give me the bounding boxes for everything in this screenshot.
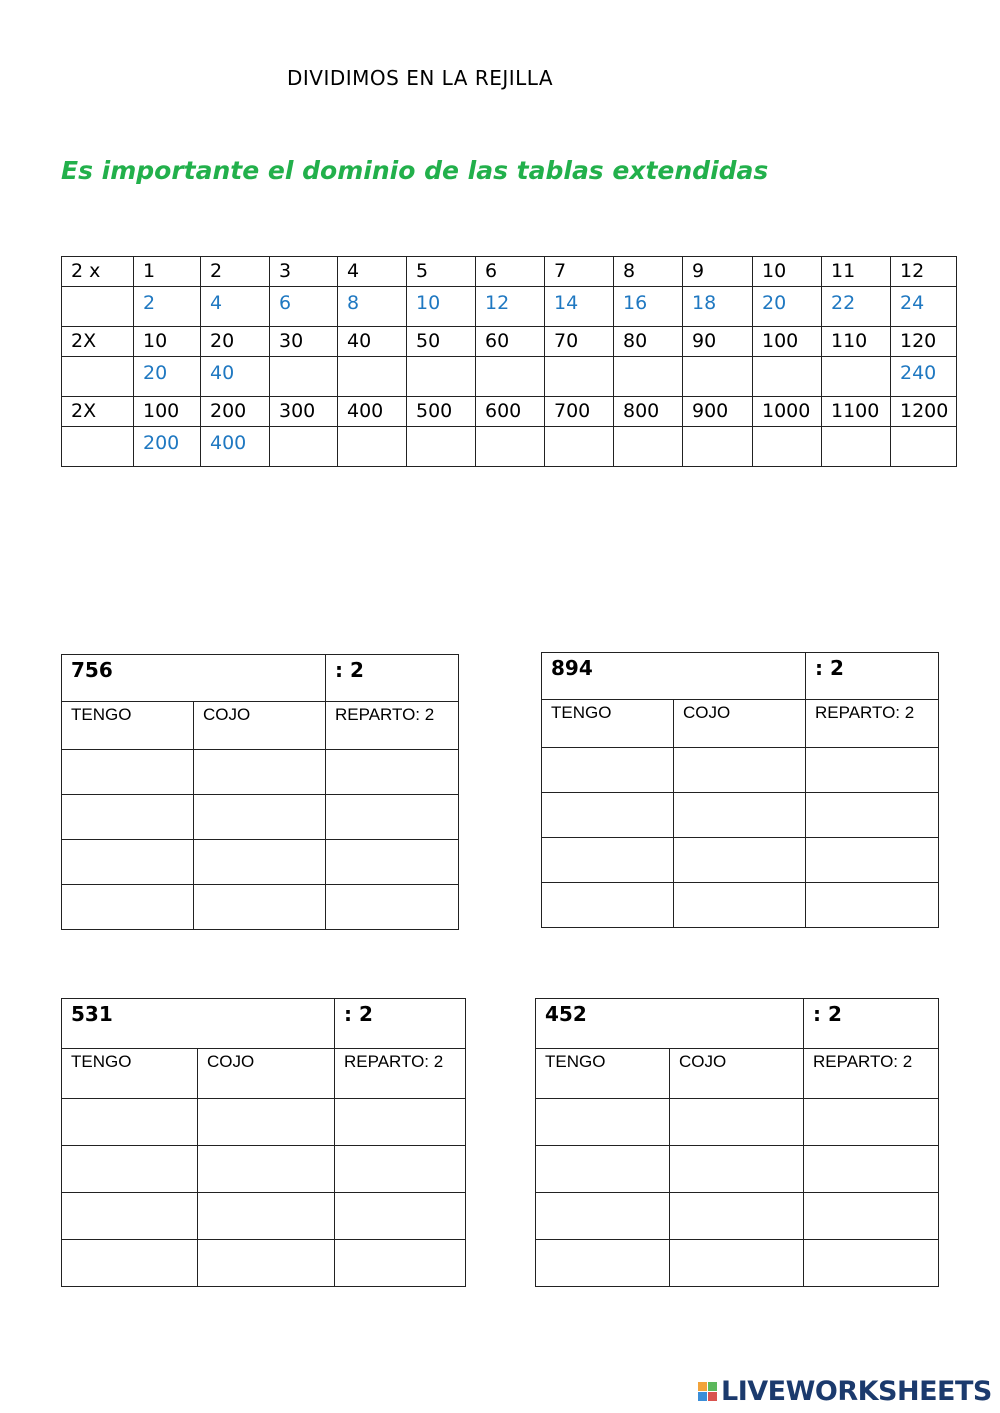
answer-cell[interactable]: [62, 1099, 198, 1146]
product-cell[interactable]: [407, 357, 476, 397]
dividend: 894: [542, 653, 806, 700]
row-label: 2X: [62, 397, 134, 427]
product-cell: 8: [338, 287, 407, 327]
factor-cell: 100: [753, 327, 822, 357]
factor-cell: 4: [338, 257, 407, 287]
factor-cell: 300: [270, 397, 338, 427]
header-reparto: REPARTO: 2: [326, 702, 459, 750]
product-cell: 40: [201, 357, 270, 397]
answer-cell[interactable]: [804, 1146, 939, 1193]
answer-cell[interactable]: [62, 840, 194, 885]
divisor: : 2: [335, 999, 466, 1049]
answer-cell[interactable]: [670, 1146, 804, 1193]
answer-cell[interactable]: [804, 1099, 939, 1146]
divisor: : 2: [804, 999, 939, 1049]
answer-cell[interactable]: [194, 795, 326, 840]
product-cell[interactable]: [891, 427, 957, 467]
answer-cell[interactable]: [335, 1240, 466, 1287]
factor-row: [62, 327, 957, 357]
factor-cell: 600: [476, 397, 545, 427]
factor-cell: 3: [270, 257, 338, 287]
factor-cell: 70: [545, 327, 614, 357]
answer-cell[interactable]: [198, 1099, 335, 1146]
answer-cell[interactable]: [326, 750, 459, 795]
factor-cell: 1100: [822, 397, 891, 427]
factor-cell: 6: [476, 257, 545, 287]
header-reparto: REPARTO: 2: [335, 1049, 466, 1099]
product-cell: 20: [134, 357, 201, 397]
factor-cell: 90: [683, 327, 753, 357]
factor-cell: 900: [683, 397, 753, 427]
answer-cell[interactable]: [542, 793, 674, 838]
factor-cell: 8: [614, 257, 683, 287]
factor-cell: 100: [134, 397, 201, 427]
header-cojo: COJO: [674, 700, 806, 748]
division-grid-452: [535, 998, 939, 1287]
factor-cell: 9: [683, 257, 753, 287]
header-tengo: TENGO: [62, 1049, 198, 1099]
product-cell[interactable]: [545, 357, 614, 397]
product-cell: 240: [891, 357, 957, 397]
product-cell: 200: [134, 427, 201, 467]
product-cell[interactable]: [476, 357, 545, 397]
answer-cell[interactable]: [62, 1193, 198, 1240]
factor-cell: 800: [614, 397, 683, 427]
factor-cell: 50: [407, 327, 476, 357]
factor-cell: 1000: [753, 397, 822, 427]
answer-cell[interactable]: [674, 838, 806, 883]
product-cell[interactable]: [270, 427, 338, 467]
answer-cell[interactable]: [674, 883, 806, 928]
division-grid-894: [541, 652, 939, 928]
answer-cell[interactable]: [806, 748, 939, 793]
row-label: [62, 427, 134, 467]
product-cell[interactable]: [822, 427, 891, 467]
answer-cell[interactable]: [536, 1240, 670, 1287]
row-label: [62, 357, 134, 397]
header-reparto: REPARTO: 2: [806, 700, 939, 748]
product-cell[interactable]: [407, 427, 476, 467]
answer-cell[interactable]: [62, 1146, 198, 1193]
division-grid-531: [61, 998, 466, 1287]
factor-cell: 200: [201, 397, 270, 427]
page-subtitle: Es importante el dominio de las tablas extendidas: [61, 156, 769, 185]
divisor: : 2: [806, 653, 939, 700]
factor-cell: 10: [753, 257, 822, 287]
factor-cell: 700: [545, 397, 614, 427]
product-cell[interactable]: [270, 357, 338, 397]
product-cell: 400: [201, 427, 270, 467]
factor-cell: 10: [134, 327, 201, 357]
row-label: [62, 287, 134, 327]
dividend: 531: [62, 999, 335, 1049]
header-reparto: REPARTO: 2: [804, 1049, 939, 1099]
row-label: 2 x: [62, 257, 134, 287]
product-cell[interactable]: [545, 427, 614, 467]
answer-cell[interactable]: [670, 1240, 804, 1287]
header-cojo: COJO: [194, 702, 326, 750]
answer-cell[interactable]: [542, 883, 674, 928]
answer-cell[interactable]: [536, 1146, 670, 1193]
factor-cell: 7: [545, 257, 614, 287]
factor-cell: 1: [134, 257, 201, 287]
factor-cell: 500: [407, 397, 476, 427]
product-cell[interactable]: [476, 427, 545, 467]
answer-cell[interactable]: [326, 840, 459, 885]
multiplication-table: [61, 256, 957, 467]
dividend: 756: [62, 655, 326, 702]
divisor: : 2: [326, 655, 459, 702]
product-cell: 6: [270, 287, 338, 327]
answer-cell[interactable]: [806, 883, 939, 928]
answer-cell[interactable]: [335, 1146, 466, 1193]
answer-cell[interactable]: [542, 748, 674, 793]
factor-cell: 40: [338, 327, 407, 357]
liveworksheets-logo-icon: [698, 1382, 717, 1401]
product-cell[interactable]: [683, 427, 753, 467]
product-cell[interactable]: [753, 427, 822, 467]
answer-cell[interactable]: [62, 750, 194, 795]
answer-cell[interactable]: [804, 1193, 939, 1240]
product-cell: 24: [891, 287, 957, 327]
product-cell[interactable]: [753, 357, 822, 397]
factor-cell: 80: [614, 327, 683, 357]
answer-cell[interactable]: [806, 838, 939, 883]
answer-cell[interactable]: [62, 885, 194, 930]
answer-cell[interactable]: [806, 793, 939, 838]
product-cell: 2: [134, 287, 201, 327]
product-cell: 12: [476, 287, 545, 327]
answer-cell[interactable]: [670, 1193, 804, 1240]
page-title: DIVIDIMOS EN LA REJILLA: [287, 66, 554, 90]
product-row: [62, 287, 957, 327]
answer-cell[interactable]: [335, 1099, 466, 1146]
factor-cell: 5: [407, 257, 476, 287]
factor-cell: 400: [338, 397, 407, 427]
product-cell: 16: [614, 287, 683, 327]
factor-cell: 11: [822, 257, 891, 287]
product-cell: 10: [407, 287, 476, 327]
product-row: [62, 427, 957, 467]
brand-name: LIVEWORKSHEETS: [721, 1376, 992, 1407]
answer-cell[interactable]: [536, 1193, 670, 1240]
factor-cell: 12: [891, 257, 957, 287]
header-cojo: COJO: [670, 1049, 804, 1099]
product-cell[interactable]: [338, 357, 407, 397]
liveworksheets-brand: [698, 1376, 992, 1407]
answer-cell[interactable]: [194, 885, 326, 930]
answer-cell[interactable]: [62, 795, 194, 840]
factor-cell: 110: [822, 327, 891, 357]
header-tengo: TENGO: [542, 700, 674, 748]
answer-cell[interactable]: [194, 840, 326, 885]
factor-cell: 20: [201, 327, 270, 357]
factor-row: [62, 257, 957, 287]
answer-cell[interactable]: [326, 885, 459, 930]
answer-cell[interactable]: [542, 838, 674, 883]
header-cojo: COJO: [198, 1049, 335, 1099]
factor-cell: 120: [891, 327, 957, 357]
product-cell: 14: [545, 287, 614, 327]
row-label: 2X: [62, 327, 134, 357]
answer-cell[interactable]: [198, 1240, 335, 1287]
answer-cell[interactable]: [674, 748, 806, 793]
answer-cell[interactable]: [198, 1146, 335, 1193]
factor-cell: 60: [476, 327, 545, 357]
dividend: 452: [536, 999, 804, 1049]
answer-cell[interactable]: [194, 750, 326, 795]
header-tengo: TENGO: [536, 1049, 670, 1099]
answer-cell[interactable]: [326, 795, 459, 840]
factor-cell: 2: [201, 257, 270, 287]
product-cell[interactable]: [683, 357, 753, 397]
answer-cell[interactable]: [198, 1193, 335, 1240]
product-cell: 4: [201, 287, 270, 327]
answer-cell[interactable]: [62, 1240, 198, 1287]
answer-cell[interactable]: [335, 1193, 466, 1240]
header-tengo: TENGO: [62, 702, 194, 750]
answer-cell[interactable]: [536, 1099, 670, 1146]
answer-cell[interactable]: [670, 1099, 804, 1146]
product-cell[interactable]: [614, 357, 683, 397]
product-cell[interactable]: [614, 427, 683, 467]
product-cell: 18: [683, 287, 753, 327]
factor-cell: 1200: [891, 397, 957, 427]
division-grid-756: [61, 654, 459, 930]
answer-cell[interactable]: [674, 793, 806, 838]
product-cell: 22: [822, 287, 891, 327]
product-row: [62, 357, 957, 397]
product-cell[interactable]: [338, 427, 407, 467]
product-cell: 20: [753, 287, 822, 327]
factor-cell: 30: [270, 327, 338, 357]
product-cell[interactable]: [822, 357, 891, 397]
answer-cell[interactable]: [804, 1240, 939, 1287]
factor-row: [62, 397, 957, 427]
